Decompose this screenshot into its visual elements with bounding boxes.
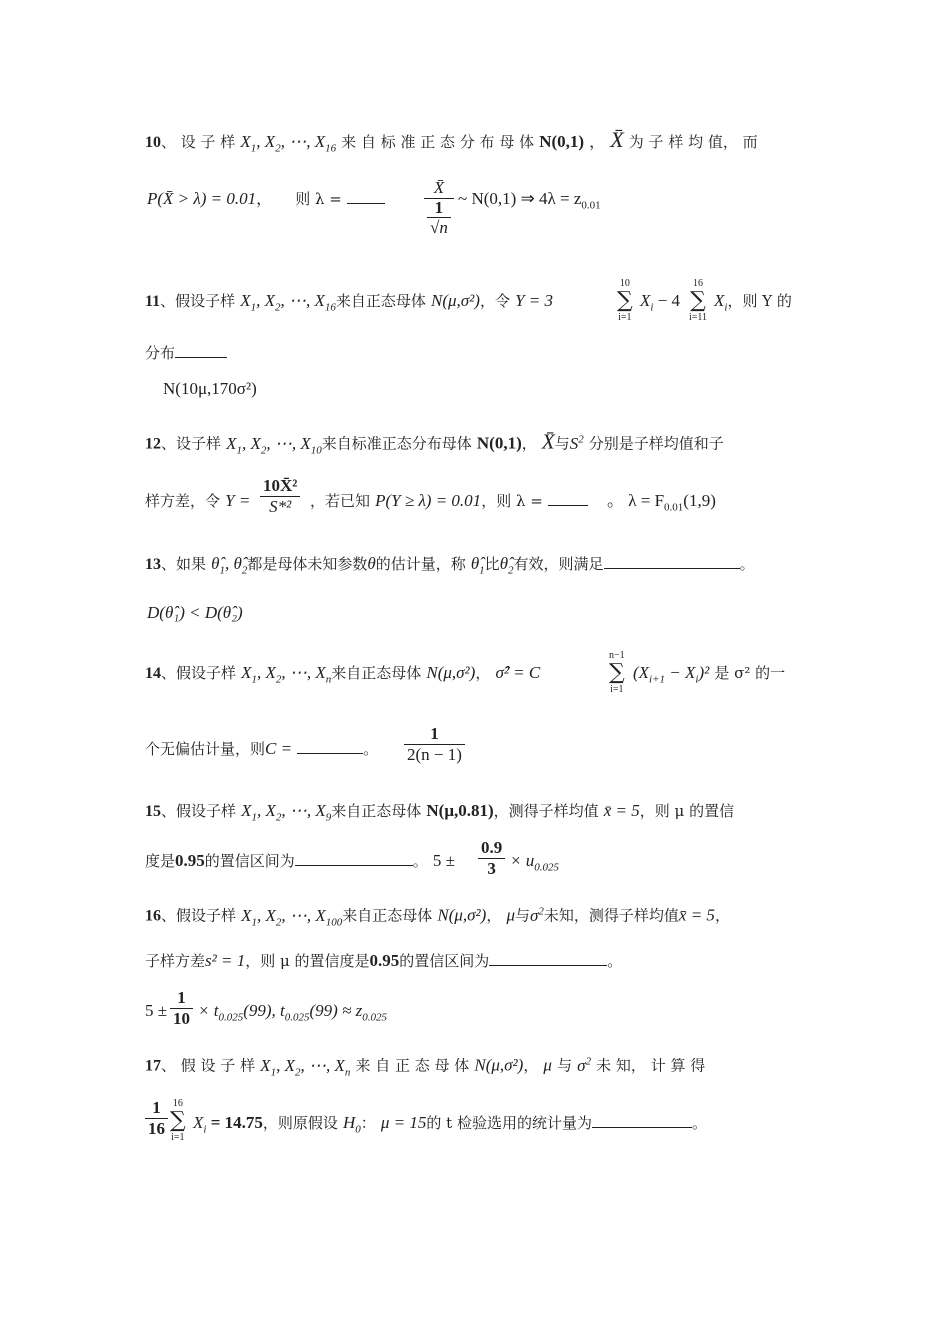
q12-line2: 样方差，令 Y = $\frac{\text{10X̄²}}{\text{S*²}}$ ，若已知 P(Y ≥ λ) = 0.01，则 λ = 。 $\lambda = F_{0.01}(1,9)$ [145, 476, 716, 516]
q17-frac: $\frac{1}{16}$ [145, 1098, 168, 1139]
q10-number: 10 [145, 134, 161, 151]
q15-number: 15 [145, 803, 161, 820]
q12-dist: N(0,1) [476, 433, 522, 453]
q16-answer-line: 5 ± $\frac{1}{10}$ × $t_{0.025}(99)$, $t_{0.025}(99) \approx z_{0.025}$ [145, 988, 388, 1028]
q13-answer: D(θ̂₁) < D(θ̂₂) [147, 603, 243, 622]
q15-line2: 度是0.95的置信区间为 。 5 ± $\frac{0.9}{3}$ × $u_{0.025}$ [145, 838, 559, 878]
q15-answer-frac: $\frac{0.9}{3}$ [478, 838, 505, 879]
q12-text-b: 来自标准正态分布母体 [321, 434, 472, 453]
q12-frac: $\frac{\text{10X̄²}}{\text{S*²}}$ [260, 476, 300, 517]
q17-dist: N(μ,σ²) [474, 1055, 524, 1075]
q14-answer-frac: $\frac{1}{2(n - 1)}$ [404, 724, 465, 765]
q14-dist: N(μ,σ²) [426, 663, 476, 682]
q11-sample-vars: $X_1$, $X_2$, ⋯, $X_{16}$ [240, 291, 336, 314]
q10-sample-vars: $X_1$, $X_2$, ⋯, $X_{16}$ [240, 132, 337, 155]
q10-text-d: 则 λ = [295, 190, 342, 208]
q10-xbar: X̄ [610, 127, 624, 152]
q11-text-e: 分布 [145, 344, 176, 362]
q12-text-f: 样方差，令 [145, 492, 221, 510]
q11-sum1: 10 ∑ i=1 [617, 278, 633, 323]
q11-number: 11 [145, 293, 161, 310]
q10-text-a: 、 设 子 样 [161, 133, 236, 151]
q12-prob: P(Y ≥ λ) = 0.01 [375, 491, 482, 510]
q10-text-c: 为 子 样 均 值， 而 [628, 133, 758, 151]
q16-answer-tail: × $t_{0.025}(99)$, $t_{0.025}(99) \approx z_{0.025}$ [198, 1001, 388, 1024]
q13-number: 13 [145, 556, 161, 573]
q13-answer-blank[interactable] [604, 554, 740, 569]
q14-est: σ̂² = C [495, 663, 541, 682]
q11-y: Y = 3 [515, 291, 553, 310]
q12-answer: 。 $\lambda = F_{0.01}(1,9)$ [607, 491, 716, 514]
q17-answer-blank[interactable] [592, 1113, 692, 1128]
q17-line2: $\frac{1}{16}$ 16 ∑ i=1 $X_i = 14.75$，则原假设 $H_0$： μ = 15的 t 检验选用的统计量为 。 [0, 1098, 950, 1150]
q17-sum: 16 ∑ i=1 [170, 1098, 186, 1143]
q16-answer-frac: $\frac{1}{10}$ [170, 988, 193, 1029]
q12-text-a: 、设子样 [161, 434, 222, 453]
q10-answer-blank[interactable] [347, 189, 385, 204]
q12-y: Y = [225, 491, 251, 510]
q16-dist: N(μ,σ²) [437, 905, 487, 925]
q11-answer: N(10μ,170σ²) [163, 379, 257, 398]
q14-number: 14 [145, 665, 161, 682]
q11-text-d: ，则 Y 的 [727, 292, 792, 310]
q14-answer-blank[interactable] [297, 739, 363, 754]
q15-answer-blank[interactable] [295, 851, 413, 866]
q11-text-c: ，令 [479, 292, 510, 310]
q11-dist: N(μ,σ²) [431, 291, 480, 310]
q11-text-a: 、假设子样 [160, 292, 236, 310]
q11-sum2: 16 ∑ i=11 [689, 278, 708, 323]
q16-answer-blank[interactable] [489, 951, 607, 966]
q12-xbar: X̄ [541, 429, 555, 454]
q10-answer-frac: $\frac{X̄}{\frac{1}{√n}}$ [424, 178, 454, 238]
q14-line1: 14、假设子样 $X_1$, $X_2$, ⋯, $X_n$来自正态母体 N(μ,σ²)， σ̂² = C n−1 ∑ i=1 $(X_{i+1} - X_i)^2$ 是 σ² 的一 [145, 650, 786, 695]
q10-line2: P(X̄ > λ) = 0.01， 则 λ = $\frac{X̄}{\frac{1}{√n}}$ ~ N(0,1) ⇒ $4\lambda = z_{0.01}$ [147, 178, 601, 237]
q14-sum: n−1 ∑ i=1 [609, 650, 625, 695]
q11-line1: 11、假设子样 $X_1$, $X_2$, ⋯, $X_{16}$来自正态母体 N(μ,σ²)，令 Y = 3 10 ∑ i=1 $X_i - 4$ 16 ∑ i=11 $X_i$，则 Y 的 [145, 278, 792, 323]
q12-text-e: 分别是子样均值和子 [588, 434, 724, 453]
q17-number: 17 [145, 1057, 161, 1075]
q11-answer-blank[interactable] [175, 343, 227, 358]
q12-sample-vars: $X_1$, $X_2$, ⋯, $X_{10}$ [226, 433, 322, 457]
q11-minus: − 4 [653, 291, 681, 310]
q11-text-b: 来自正态母体 [335, 292, 426, 310]
q11-x: $X_i$ [640, 291, 654, 314]
q15-dist: N(μ,0.81) [426, 801, 494, 820]
q10-prob: P(X̄ > λ) = 0.01 [147, 189, 257, 208]
q10-answer-text: ~ N(0,1) ⇒ $4\lambda = z_{0.01}$ [458, 189, 601, 212]
q12-number: 12 [145, 435, 161, 453]
q14-line2: 个无偏估计量，则C = 。 $\frac{1}{2(n - 1)}$ [0, 724, 950, 776]
q12-answer-blank[interactable] [548, 491, 588, 506]
q10-dist: N(0,1) [539, 132, 585, 151]
q15-answer-tail: × $u_{0.025}$ [510, 851, 559, 874]
q16-number: 16 [145, 907, 161, 925]
q10-text-b: 来 自 标 准 正 态 分 布 母 体 [341, 133, 535, 151]
